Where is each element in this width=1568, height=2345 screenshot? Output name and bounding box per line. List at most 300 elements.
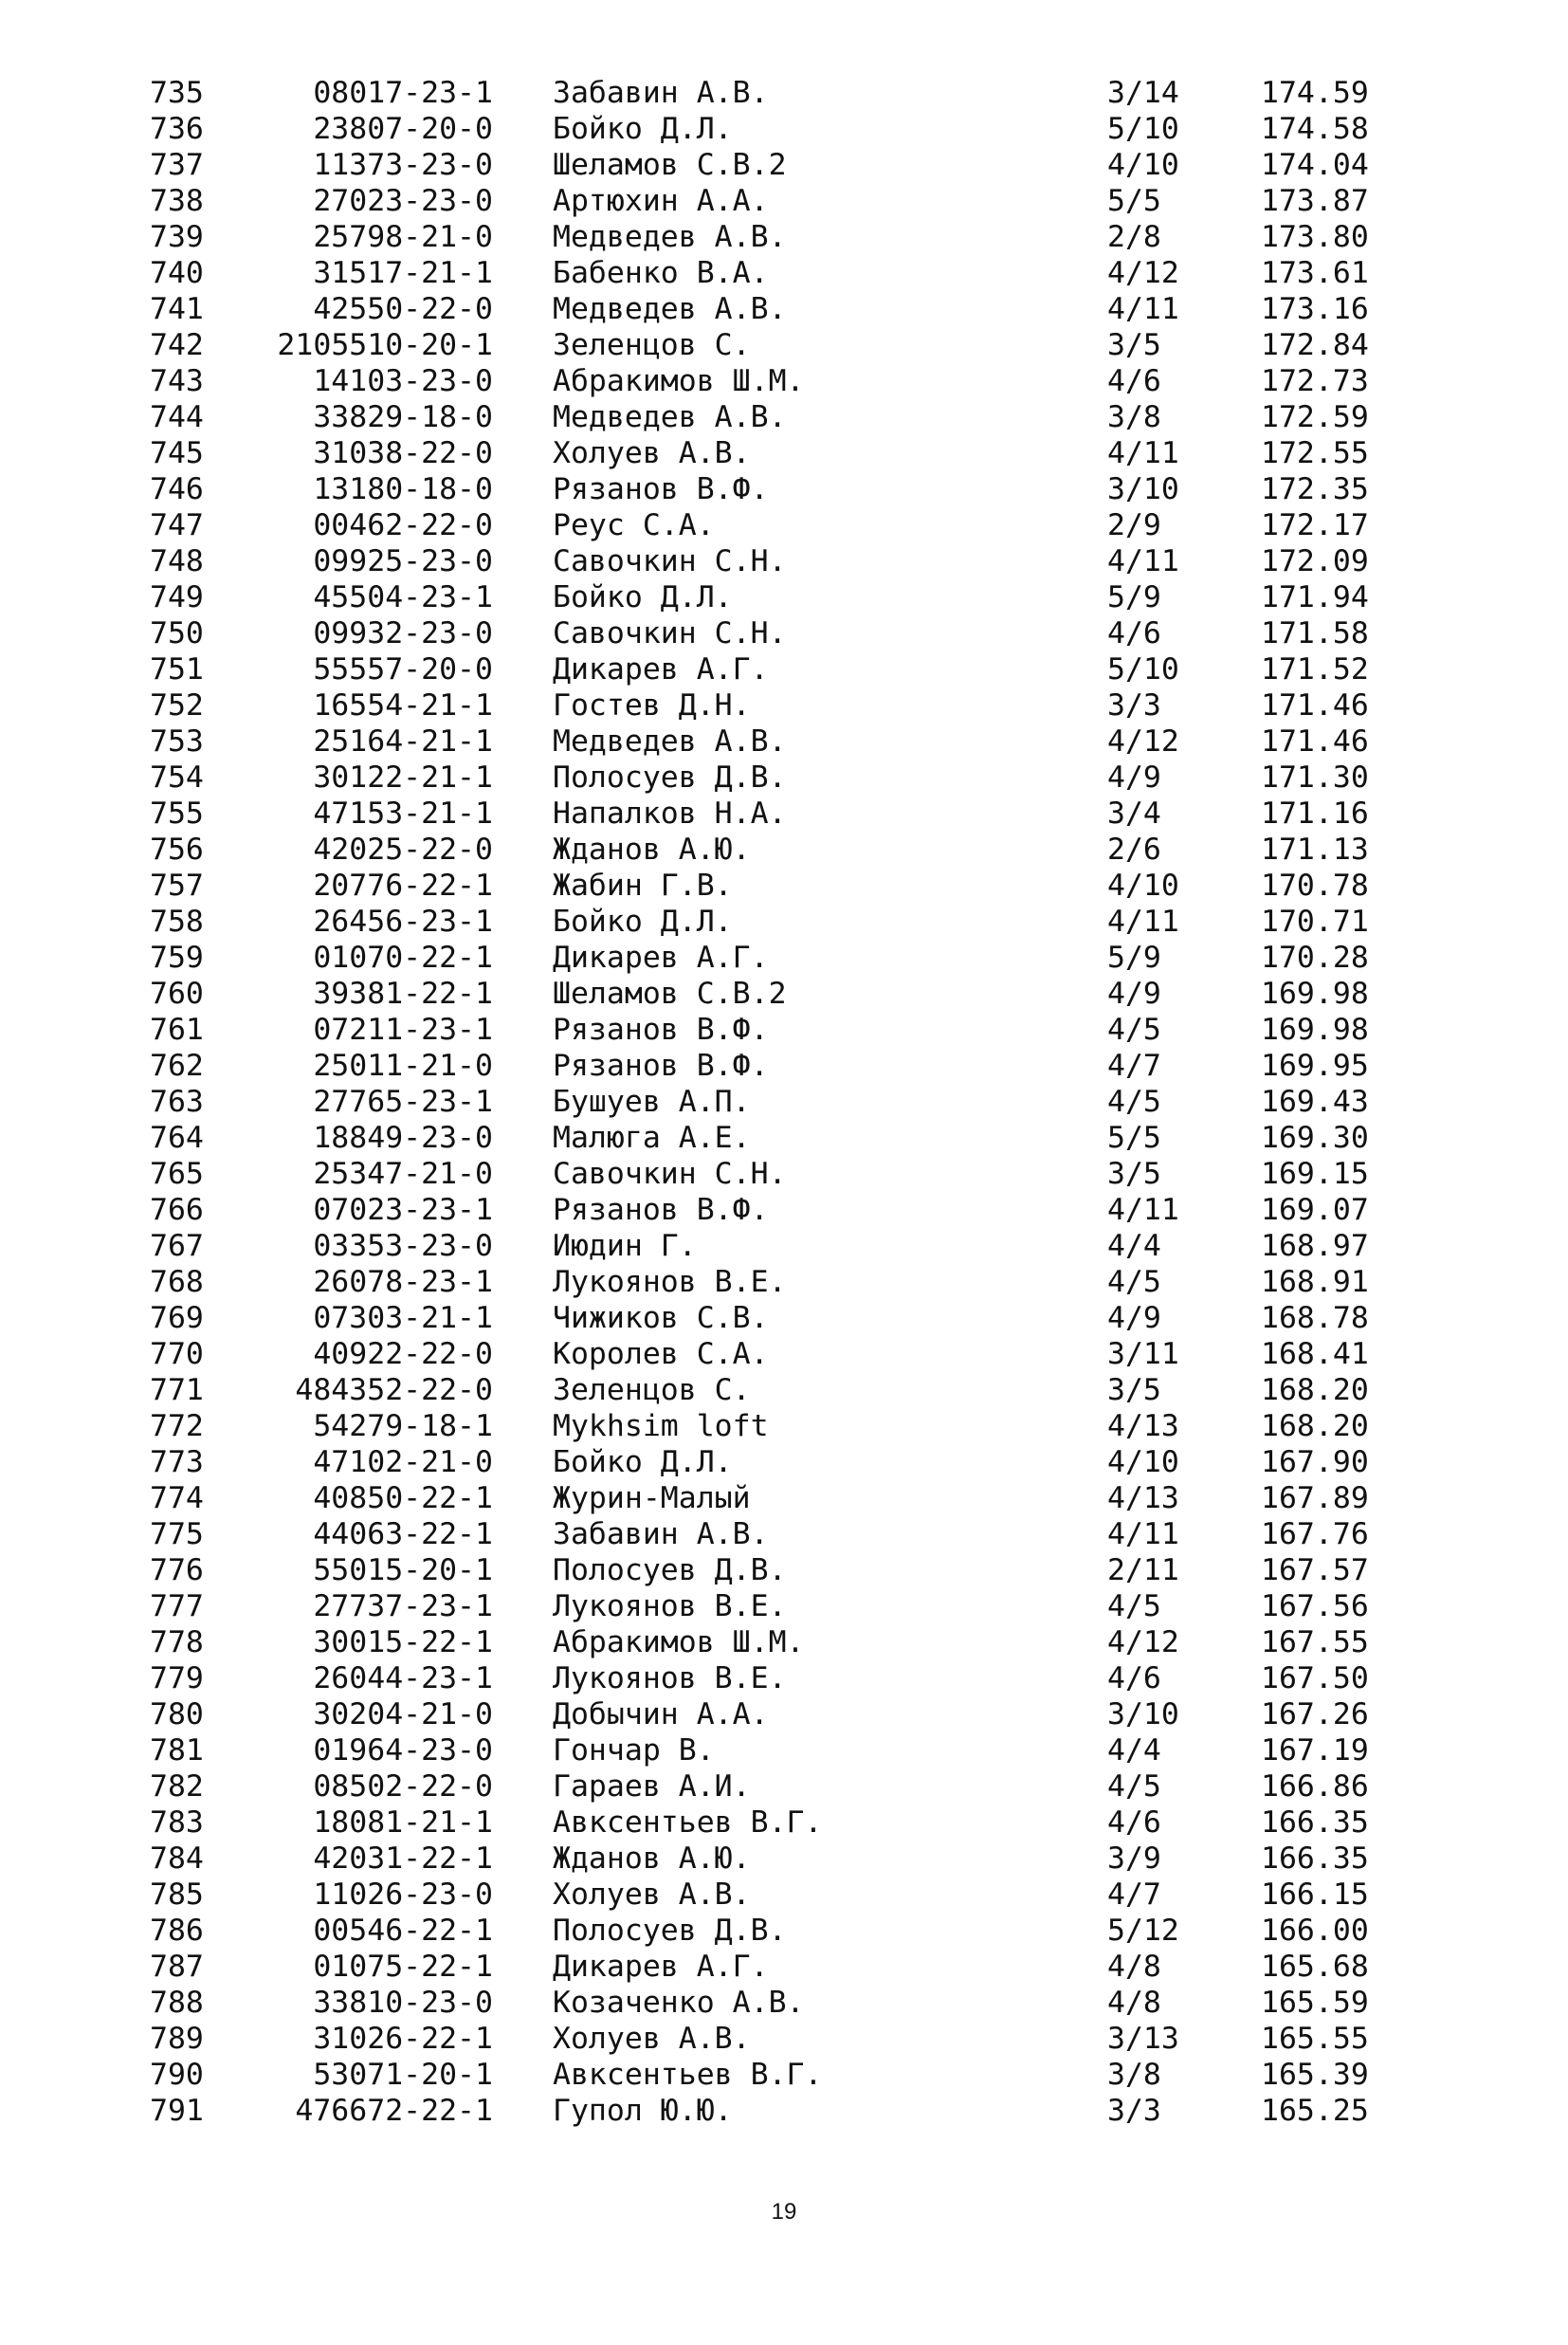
place-cell: 774 bbox=[150, 1481, 204, 1515]
table-row bbox=[0, 1300, 1568, 1336]
name-cell: Бабенко В.А. bbox=[553, 256, 769, 290]
score-cell: 172.73 bbox=[1261, 364, 1369, 398]
id-cell: 42025-22-0 bbox=[313, 833, 493, 867]
place-cell: 758 bbox=[150, 905, 204, 939]
id-cell: 27737-23-1 bbox=[313, 1589, 493, 1623]
place-cell: 745 bbox=[150, 436, 204, 470]
table-row bbox=[0, 579, 1568, 615]
id-cell: 484352-22-0 bbox=[295, 1373, 493, 1407]
table-row bbox=[0, 1084, 1568, 1120]
ratio-cell: 4/9 bbox=[1107, 977, 1161, 1011]
place-cell: 755 bbox=[150, 797, 204, 831]
score-cell: 170.78 bbox=[1261, 869, 1369, 903]
place-cell: 762 bbox=[150, 1049, 204, 1083]
place-cell: 768 bbox=[150, 1265, 204, 1299]
place-cell: 738 bbox=[150, 184, 204, 218]
place-cell: 772 bbox=[150, 1409, 204, 1443]
id-cell: 27023-23-0 bbox=[313, 184, 493, 218]
place-cell: 769 bbox=[150, 1301, 204, 1335]
score-cell: 173.87 bbox=[1261, 184, 1369, 218]
place-cell: 778 bbox=[150, 1625, 204, 1659]
id-cell: 31026-22-1 bbox=[313, 2022, 493, 2056]
id-cell: 47153-21-1 bbox=[313, 797, 493, 831]
score-cell: 167.55 bbox=[1261, 1625, 1369, 1659]
table-row bbox=[0, 255, 1568, 291]
id-cell: 25164-21-1 bbox=[313, 724, 493, 759]
place-cell: 789 bbox=[150, 2022, 204, 2056]
ratio-cell: 3/9 bbox=[1107, 1841, 1161, 1876]
score-cell: 171.13 bbox=[1261, 833, 1369, 867]
table-row bbox=[0, 796, 1568, 832]
id-cell: 27765-23-1 bbox=[313, 1085, 493, 1119]
place-cell: 759 bbox=[150, 941, 204, 975]
place-cell: 748 bbox=[150, 544, 204, 578]
place-cell: 743 bbox=[150, 364, 204, 398]
place-cell: 764 bbox=[150, 1121, 204, 1155]
score-cell: 171.46 bbox=[1261, 724, 1369, 759]
score-cell: 168.20 bbox=[1261, 1409, 1369, 1443]
score-cell: 166.86 bbox=[1261, 1769, 1369, 1804]
name-cell: Гупол Ю.Ю. bbox=[553, 2094, 733, 2128]
name-cell: Забавин А.В. bbox=[553, 1517, 769, 1551]
id-cell: 07303-21-1 bbox=[313, 1301, 493, 1335]
table-row bbox=[0, 1516, 1568, 1552]
table-row bbox=[0, 1480, 1568, 1516]
table-row bbox=[0, 1192, 1568, 1228]
name-cell: Журин-Малый bbox=[553, 1481, 751, 1515]
name-cell: Лукоянов В.Е. bbox=[553, 1589, 787, 1623]
table-row bbox=[0, 291, 1568, 327]
score-cell: 172.17 bbox=[1261, 508, 1369, 542]
name-cell: Полосуев Д.В. bbox=[553, 760, 787, 795]
ratio-cell: 4/6 bbox=[1107, 1805, 1161, 1840]
score-cell: 165.59 bbox=[1261, 1986, 1369, 2020]
place-cell: 783 bbox=[150, 1805, 204, 1840]
score-cell: 174.59 bbox=[1261, 76, 1369, 110]
ratio-cell: 4/12 bbox=[1107, 1625, 1179, 1659]
place-cell: 786 bbox=[150, 1914, 204, 1948]
place-cell: 782 bbox=[150, 1769, 204, 1804]
name-cell: Бойко Д.Л. bbox=[553, 1445, 733, 1479]
place-cell: 773 bbox=[150, 1445, 204, 1479]
name-cell: Медведев А.В. bbox=[553, 724, 787, 759]
place-cell: 744 bbox=[150, 400, 204, 434]
ratio-cell: 4/7 bbox=[1107, 1878, 1161, 1912]
table-row bbox=[0, 1805, 1568, 1841]
id-cell: 26044-23-1 bbox=[313, 1661, 493, 1695]
score-cell: 165.55 bbox=[1261, 2022, 1369, 2056]
id-cell: 11026-23-0 bbox=[313, 1878, 493, 1912]
table-row bbox=[0, 1913, 1568, 1949]
place-cell: 741 bbox=[150, 292, 204, 326]
id-cell: 54279-18-1 bbox=[313, 1409, 493, 1443]
table-row bbox=[0, 1732, 1568, 1768]
score-cell: 167.50 bbox=[1261, 1661, 1369, 1695]
id-cell: 14103-23-0 bbox=[313, 364, 493, 398]
ratio-cell: 4/5 bbox=[1107, 1085, 1161, 1119]
ratio-cell: 4/11 bbox=[1107, 1193, 1179, 1227]
id-cell: 18849-23-0 bbox=[313, 1121, 493, 1155]
place-cell: 767 bbox=[150, 1229, 204, 1263]
name-cell: Зеленцов С. bbox=[553, 328, 751, 362]
score-cell: 173.16 bbox=[1261, 292, 1369, 326]
ratio-cell: 3/10 bbox=[1107, 1697, 1179, 1731]
table-row bbox=[0, 940, 1568, 976]
table-row bbox=[0, 976, 1568, 1012]
place-cell: 750 bbox=[150, 616, 204, 650]
place-cell: 785 bbox=[150, 1878, 204, 1912]
place-cell: 757 bbox=[150, 869, 204, 903]
ratio-cell: 4/12 bbox=[1107, 256, 1179, 290]
table-row bbox=[0, 832, 1568, 868]
ratio-cell: 2/9 bbox=[1107, 508, 1161, 542]
id-cell: 31517-21-1 bbox=[313, 256, 493, 290]
name-cell: Забавин А.В. bbox=[553, 76, 769, 110]
place-cell: 765 bbox=[150, 1157, 204, 1191]
place-cell: 752 bbox=[150, 688, 204, 723]
place-cell: 771 bbox=[150, 1373, 204, 1407]
ratio-cell: 4/12 bbox=[1107, 724, 1179, 759]
ratio-cell: 4/9 bbox=[1107, 760, 1161, 795]
id-cell: 26456-23-1 bbox=[313, 905, 493, 939]
score-cell: 172.59 bbox=[1261, 400, 1369, 434]
id-cell: 09932-23-0 bbox=[313, 616, 493, 650]
ratio-cell: 3/8 bbox=[1107, 400, 1161, 434]
name-cell: Гостев Д.Н. bbox=[553, 688, 751, 723]
place-cell: 787 bbox=[150, 1950, 204, 1984]
ratio-cell: 4/7 bbox=[1107, 1049, 1161, 1083]
name-cell: Холуев А.В. bbox=[553, 436, 751, 470]
name-cell: Савочкин С.Н. bbox=[553, 1157, 787, 1191]
name-cell: Бойко Д.Л. bbox=[553, 905, 733, 939]
page-number: 19 bbox=[771, 2199, 797, 2225]
table-row bbox=[0, 760, 1568, 796]
score-cell: 171.94 bbox=[1261, 580, 1369, 614]
table-row bbox=[0, 363, 1568, 399]
table-row bbox=[0, 1624, 1568, 1660]
score-cell: 171.16 bbox=[1261, 797, 1369, 831]
id-cell: 08017-23-1 bbox=[313, 76, 493, 110]
name-cell: Рязанов В.Ф. bbox=[553, 1013, 769, 1047]
place-cell: 753 bbox=[150, 724, 204, 759]
ratio-cell: 3/3 bbox=[1107, 2094, 1161, 2128]
score-cell: 165.25 bbox=[1261, 2094, 1369, 2128]
ratio-cell: 5/9 bbox=[1107, 580, 1161, 614]
score-cell: 166.15 bbox=[1261, 1878, 1369, 1912]
table-row bbox=[0, 2021, 1568, 2057]
name-cell: Козаченко А.В. bbox=[553, 1986, 805, 2020]
score-cell: 172.84 bbox=[1261, 328, 1369, 362]
table-row bbox=[0, 651, 1568, 687]
id-cell: 42550-22-0 bbox=[313, 292, 493, 326]
table-row bbox=[0, 1552, 1568, 1588]
ratio-cell: 2/11 bbox=[1107, 1553, 1179, 1587]
table-row bbox=[0, 75, 1568, 111]
name-cell: Напалков Н.А. bbox=[553, 797, 787, 831]
place-cell: 761 bbox=[150, 1013, 204, 1047]
name-cell: Дикарев А.Г. bbox=[553, 652, 769, 687]
table-row bbox=[0, 1048, 1568, 1084]
name-cell: Королев С.А. bbox=[553, 1337, 769, 1371]
table-row bbox=[0, 507, 1568, 543]
ratio-cell: 3/14 bbox=[1107, 76, 1179, 110]
table-row bbox=[0, 1768, 1568, 1805]
place-cell: 760 bbox=[150, 977, 204, 1011]
score-cell: 171.52 bbox=[1261, 652, 1369, 687]
ratio-cell: 3/3 bbox=[1107, 688, 1161, 723]
id-cell: 47102-21-0 bbox=[313, 1445, 493, 1479]
place-cell: 790 bbox=[150, 2058, 204, 2092]
name-cell: Авксентьев В.Г. bbox=[553, 1805, 823, 1840]
table-row bbox=[0, 1588, 1568, 1624]
table-row bbox=[0, 183, 1568, 219]
name-cell: Шеламов С.В.2 bbox=[553, 148, 787, 182]
ratio-cell: 4/4 bbox=[1107, 1229, 1161, 1263]
name-cell: Чижиков С.В. bbox=[553, 1301, 769, 1335]
id-cell: 09925-23-0 bbox=[313, 544, 493, 578]
place-cell: 754 bbox=[150, 760, 204, 795]
id-cell: 39381-22-1 bbox=[313, 977, 493, 1011]
id-cell: 18081-21-1 bbox=[313, 1805, 493, 1840]
name-cell: Гараев А.И. bbox=[553, 1769, 751, 1804]
id-cell: 25011-21-0 bbox=[313, 1049, 493, 1083]
id-cell: 00546-22-1 bbox=[313, 1914, 493, 1948]
table-row bbox=[0, 1696, 1568, 1732]
name-cell: Рязанов В.Ф. bbox=[553, 472, 769, 506]
name-cell: Июдин Г. bbox=[553, 1229, 697, 1263]
ratio-cell: 4/9 bbox=[1107, 1301, 1161, 1335]
name-cell: Рязанов В.Ф. bbox=[553, 1049, 769, 1083]
name-cell: Добычин А.А. bbox=[553, 1697, 769, 1731]
table-row bbox=[0, 543, 1568, 579]
id-cell: 07211-23-1 bbox=[313, 1013, 493, 1047]
table-row bbox=[0, 1841, 1568, 1877]
ratio-cell: 4/10 bbox=[1107, 1445, 1179, 1479]
score-cell: 169.43 bbox=[1261, 1085, 1369, 1119]
place-cell: 756 bbox=[150, 833, 204, 867]
results-table bbox=[0, 75, 1568, 2129]
score-cell: 166.35 bbox=[1261, 1805, 1369, 1840]
score-cell: 167.90 bbox=[1261, 1445, 1369, 1479]
id-cell: 00462-22-0 bbox=[313, 508, 493, 542]
place-cell: 780 bbox=[150, 1697, 204, 1731]
id-cell: 2105510-20-1 bbox=[277, 328, 493, 362]
ratio-cell: 3/13 bbox=[1107, 2022, 1179, 2056]
place-cell: 736 bbox=[150, 112, 204, 146]
ratio-cell: 5/5 bbox=[1107, 184, 1161, 218]
id-cell: 42031-22-1 bbox=[313, 1841, 493, 1876]
table-row bbox=[0, 1120, 1568, 1156]
table-row bbox=[0, 1012, 1568, 1048]
place-cell: 770 bbox=[150, 1337, 204, 1371]
ratio-cell: 5/10 bbox=[1107, 652, 1179, 687]
score-cell: 168.41 bbox=[1261, 1337, 1369, 1371]
table-row bbox=[0, 219, 1568, 255]
place-cell: 737 bbox=[150, 148, 204, 182]
id-cell: 45504-23-1 bbox=[313, 580, 493, 614]
ratio-cell: 5/5 bbox=[1107, 1121, 1161, 1155]
ratio-cell: 3/5 bbox=[1107, 328, 1161, 362]
ratio-cell: 4/11 bbox=[1107, 905, 1179, 939]
score-cell: 169.98 bbox=[1261, 977, 1369, 1011]
name-cell: Бойко Д.Л. bbox=[553, 580, 733, 614]
ratio-cell: 4/11 bbox=[1107, 1517, 1179, 1551]
table-row bbox=[0, 327, 1568, 363]
id-cell: 33829-18-0 bbox=[313, 400, 493, 434]
place-cell: 766 bbox=[150, 1193, 204, 1227]
name-cell: Холуев А.В. bbox=[553, 2022, 751, 2056]
name-cell: Савочкин С.Н. bbox=[553, 544, 787, 578]
table-row bbox=[0, 1408, 1568, 1444]
name-cell: Авксентьев В.Г. bbox=[553, 2058, 823, 2092]
ratio-cell: 2/6 bbox=[1107, 833, 1161, 867]
table-row bbox=[0, 471, 1568, 507]
score-cell: 168.78 bbox=[1261, 1301, 1369, 1335]
score-cell: 167.56 bbox=[1261, 1589, 1369, 1623]
name-cell: Гончар В. bbox=[553, 1733, 715, 1768]
name-cell: Медведев А.В. bbox=[553, 220, 787, 254]
name-cell: Савочкин С.Н. bbox=[553, 616, 787, 650]
place-cell: 751 bbox=[150, 652, 204, 687]
name-cell: Лукоянов В.Е. bbox=[553, 1265, 787, 1299]
id-cell: 44063-22-1 bbox=[313, 1517, 493, 1551]
score-cell: 165.68 bbox=[1261, 1950, 1369, 1984]
ratio-cell: 4/8 bbox=[1107, 1986, 1161, 2020]
place-cell: 781 bbox=[150, 1733, 204, 1768]
name-cell: Полосуев Д.В. bbox=[553, 1553, 787, 1587]
name-cell: Зеленцов С. bbox=[553, 1373, 751, 1407]
score-cell: 168.91 bbox=[1261, 1265, 1369, 1299]
id-cell: 08502-22-0 bbox=[313, 1769, 493, 1804]
ratio-cell: 4/11 bbox=[1107, 292, 1179, 326]
ratio-cell: 3/10 bbox=[1107, 472, 1179, 506]
name-cell: Дикарев А.Г. bbox=[553, 941, 769, 975]
ratio-cell: 3/4 bbox=[1107, 797, 1161, 831]
place-cell: 746 bbox=[150, 472, 204, 506]
score-cell: 169.30 bbox=[1261, 1121, 1369, 1155]
score-cell: 171.58 bbox=[1261, 616, 1369, 650]
ratio-cell: 4/6 bbox=[1107, 364, 1161, 398]
score-cell: 167.19 bbox=[1261, 1733, 1369, 1768]
ratio-cell: 4/5 bbox=[1107, 1589, 1161, 1623]
id-cell: 07023-23-1 bbox=[313, 1193, 493, 1227]
table-row bbox=[0, 1372, 1568, 1408]
ratio-cell: 4/6 bbox=[1107, 1661, 1161, 1695]
name-cell: Артюхин А.А. bbox=[553, 184, 769, 218]
id-cell: 01964-23-0 bbox=[313, 1733, 493, 1768]
table-row bbox=[0, 1949, 1568, 1985]
name-cell: Шеламов С.В.2 bbox=[553, 977, 787, 1011]
ratio-cell: 4/10 bbox=[1107, 869, 1179, 903]
ratio-cell: 4/5 bbox=[1107, 1013, 1161, 1047]
place-cell: 777 bbox=[150, 1589, 204, 1623]
ratio-cell: 4/8 bbox=[1107, 1950, 1161, 1984]
table-row bbox=[0, 1985, 1568, 2021]
score-cell: 166.00 bbox=[1261, 1914, 1369, 1948]
id-cell: 55015-20-1 bbox=[313, 1553, 493, 1587]
place-cell: 747 bbox=[150, 508, 204, 542]
score-cell: 171.30 bbox=[1261, 760, 1369, 795]
score-cell: 169.98 bbox=[1261, 1013, 1369, 1047]
score-cell: 174.04 bbox=[1261, 148, 1369, 182]
score-cell: 169.95 bbox=[1261, 1049, 1369, 1083]
score-cell: 172.55 bbox=[1261, 436, 1369, 470]
ratio-cell: 5/12 bbox=[1107, 1914, 1179, 1948]
score-cell: 173.80 bbox=[1261, 220, 1369, 254]
score-cell: 170.28 bbox=[1261, 941, 1369, 975]
score-cell: 168.97 bbox=[1261, 1229, 1369, 1263]
table-row bbox=[0, 2057, 1568, 2093]
score-cell: 169.15 bbox=[1261, 1157, 1369, 1191]
ratio-cell: 4/11 bbox=[1107, 544, 1179, 578]
name-cell: Медведев А.В. bbox=[553, 292, 787, 326]
id-cell: 30122-21-1 bbox=[313, 760, 493, 795]
ratio-cell: 3/8 bbox=[1107, 2058, 1161, 2092]
table-row bbox=[0, 1444, 1568, 1480]
id-cell: 40850-22-1 bbox=[313, 1481, 493, 1515]
table-row bbox=[0, 904, 1568, 940]
score-cell: 167.76 bbox=[1261, 1517, 1369, 1551]
score-cell: 172.09 bbox=[1261, 544, 1369, 578]
score-cell: 167.57 bbox=[1261, 1553, 1369, 1587]
id-cell: 16554-21-1 bbox=[313, 688, 493, 723]
ratio-cell: 3/11 bbox=[1107, 1337, 1179, 1371]
table-row bbox=[0, 687, 1568, 724]
table-row bbox=[0, 399, 1568, 435]
id-cell: 13180-18-0 bbox=[313, 472, 493, 506]
id-cell: 53071-20-1 bbox=[313, 2058, 493, 2092]
id-cell: 20776-22-1 bbox=[313, 869, 493, 903]
name-cell: Холуев А.В. bbox=[553, 1878, 751, 1912]
table-row bbox=[0, 1228, 1568, 1264]
id-cell: 55557-20-0 bbox=[313, 652, 493, 687]
id-cell: 01070-22-1 bbox=[313, 941, 493, 975]
name-cell: Абракимов Ш.М. bbox=[553, 1625, 805, 1659]
table-row bbox=[0, 1336, 1568, 1372]
id-cell: 23807-20-0 bbox=[313, 112, 493, 146]
table-row bbox=[0, 1877, 1568, 1913]
name-cell: Дикарев А.Г. bbox=[553, 1950, 769, 1984]
id-cell: 26078-23-1 bbox=[313, 1265, 493, 1299]
name-cell: Жданов А.Ю. bbox=[553, 833, 751, 867]
id-cell: 30015-22-1 bbox=[313, 1625, 493, 1659]
table-row bbox=[0, 2093, 1568, 2129]
score-cell: 165.39 bbox=[1261, 2058, 1369, 2092]
name-cell: Абракимов Ш.М. bbox=[553, 364, 805, 398]
name-cell: Бойко Д.Л. bbox=[553, 112, 733, 146]
ratio-cell: 4/13 bbox=[1107, 1409, 1179, 1443]
ratio-cell: 5/9 bbox=[1107, 941, 1161, 975]
ratio-cell: 4/4 bbox=[1107, 1733, 1161, 1768]
name-cell: Медведев А.В. bbox=[553, 400, 787, 434]
id-cell: 03353-23-0 bbox=[313, 1229, 493, 1263]
name-cell: Лукоянов В.Е. bbox=[553, 1661, 787, 1695]
place-cell: 776 bbox=[150, 1553, 204, 1587]
id-cell: 11373-23-0 bbox=[313, 148, 493, 182]
table-row bbox=[0, 111, 1568, 147]
place-cell: 742 bbox=[150, 328, 204, 362]
score-cell: 170.71 bbox=[1261, 905, 1369, 939]
id-cell: 01075-22-1 bbox=[313, 1950, 493, 1984]
id-cell: 476672-22-1 bbox=[295, 2094, 493, 2128]
id-cell: 33810-23-0 bbox=[313, 1986, 493, 2020]
name-cell: Рязанов В.Ф. bbox=[553, 1193, 769, 1227]
ratio-cell: 4/6 bbox=[1107, 616, 1161, 650]
name-cell: Бушуев А.П. bbox=[553, 1085, 751, 1119]
score-cell: 169.07 bbox=[1261, 1193, 1369, 1227]
table-row bbox=[0, 868, 1568, 904]
place-cell: 779 bbox=[150, 1661, 204, 1695]
